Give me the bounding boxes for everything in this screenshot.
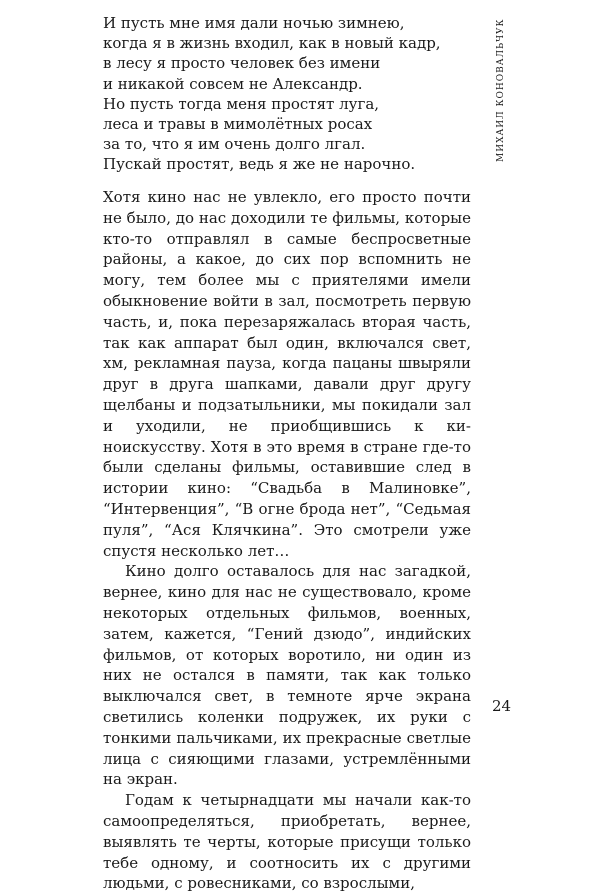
prose-body [103,187,471,894]
poem-line: в лесу я просто человек без имени [103,54,381,73]
poem-line: и никакой совсем не Александр. [103,74,363,93]
paragraph: Годам к четырнадцати мы начали как-то самоопределяться, приобретать, вернее, выявлять те черты, которые присущи только тебе одному, и соотносить их с другими людьми, с ровесниками, со взрослыми, [103,791,471,893]
paragraph: Хотя кино нас не увлекло, его просто почти не было, до нас доходили те фильмы, которые кто-то отправлял в самые беспросветные районы, а какое, до сих пор вспомнить не могу, тем более мы с приятелями имели обыкновение войти в зал, посмотреть первую часть, и, пока перезаряжалась вторая часть, так как аппарат был один, включался свет, хм, рекламная пауза, когда пацаны швыряли друг в друга шапками, давали друг другу щелбаны и подзатыльники, мы покидали зал и уходили, не приобщившись к киноискусству. Хотя в это время в стране где-то были сделаны фильмы, оставившие след в истории кино: “Свадьба в Малиновке”, “Интервенция”, “В огне брода нет”, “Седьмая пуля”, “Ася Клячкина”. Это смотрели уже спустя несколько лет… [103,188,471,560]
paragraph: Кино долго оставалось для нас загадкой, вернее, кино для нас не существовало, кроме некоторых отдельных фильмов, военных, затем, кажется, “Гений дзюдо”, индийских фильмов, от которых воротило, ни один из них не остался в памяти, так как только выключался свет, в темноте ярче экрана светились коленки подружек, их руки с тонкими пальчиками, их прекрасные светлые лица с сияющими глазами, устремлёнными на экран. [103,562,471,789]
poem-line: когда я в жизнь входил, как в новый кадр, [103,34,441,53]
poem [103,13,441,175]
poem-line: Но пусть тогда меня простят луга, [103,94,380,113]
poem-line: Пускай простят, ведь я же не нарочно. [103,155,416,174]
poem-line: леса и травы в мимолётных росах [103,115,373,134]
running-head-author: МИХАИЛ КОНОВАЛЬЧУК [496,18,506,162]
page-number: 24 [492,697,512,715]
poem-line: за то, что я им очень долго лгал. [103,135,366,154]
poem-line: И пусть мне имя дали ночью зимнею, [103,14,405,32]
